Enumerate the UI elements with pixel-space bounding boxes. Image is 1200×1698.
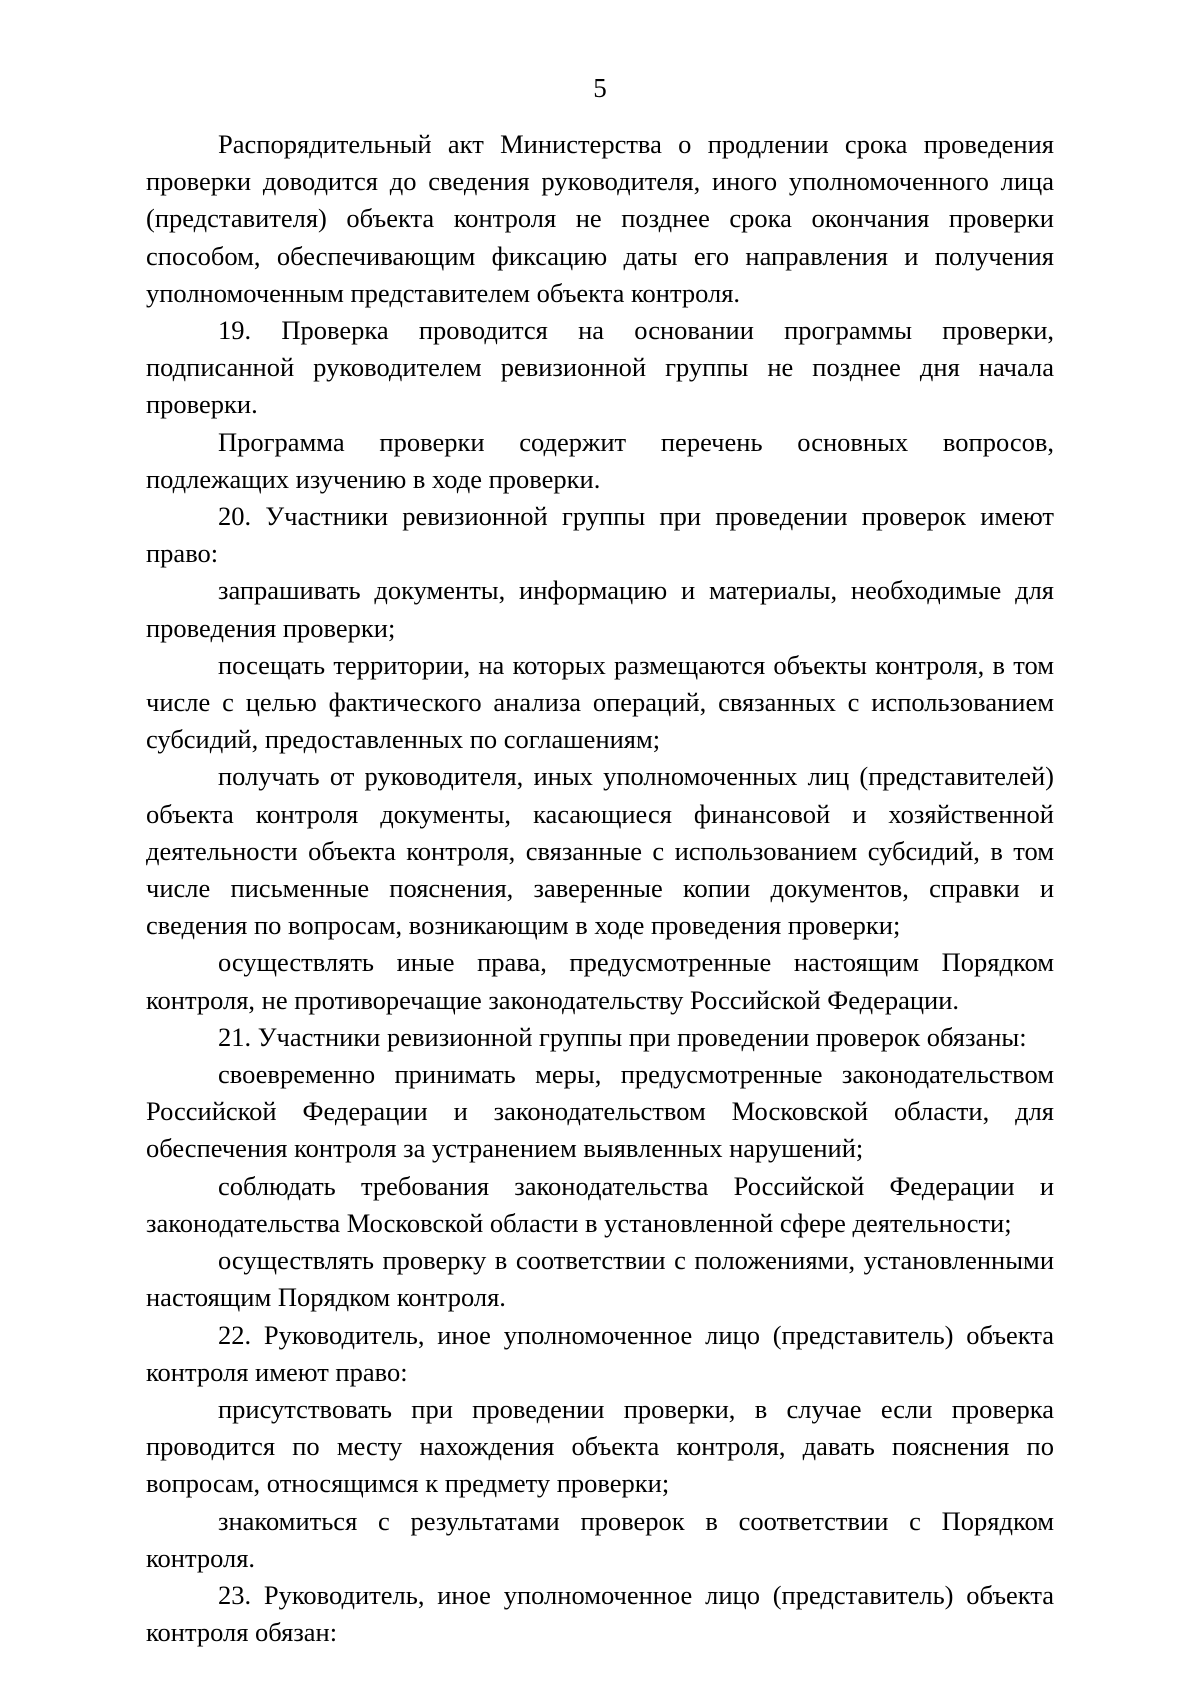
paragraph-19: 19. Проверка проводится на основании программы проверки, подписанной руководителем ревизионной группы не позднее дня начала проверки. <box>146 315 1054 420</box>
paragraph-20: 20. Участники ревизионной группы при проведении проверок имеют право: <box>146 501 1054 569</box>
paragraph-21-comply: соблюдать требования законодательства Российской Федерации и законодательства Московской области в установленной сфере деятельности; <box>146 1170 1054 1238</box>
paragraph-19-program: Программа проверки содержит перечень основных вопросов, подлежащих изучению в ходе проверки. <box>146 426 1054 494</box>
paragraph-20-receive-documents: получать от руководителя, иных уполномоченных лиц (представителей) объекта контроля документы, касающиеся финансовой и хозяйственной деятельности объекта контроля, связанные с использованием субсидий, в том числе письменные пояснения, заверенные копии документов, справки и сведения по вопросам, возникающим в ходе проведения проверки; <box>146 761 1054 941</box>
paragraph-extension-notice: Распорядительный акт Министерства о продлении срока проведения проверки доводится до сведения руководителя, иного уполномоченного лица (представителя) объекта контроля не позднее срока окончания проверки способом, обеспечивающим фиксацию даты его направления и получения уполномоченным представителем объекта контроля. <box>146 129 1054 308</box>
paragraph-22-review-results: знакомиться с результатами проверок в соответствии с Порядком контроля. <box>146 1505 1054 1573</box>
paragraph-22-attend: присутствовать при проведении проверки, в случае если проверка проводится по месту нахождения объекта контроля, давать пояснения по вопросам, относящимся к предмету проверки; <box>146 1393 1054 1499</box>
paragraph-20-other-rights: осуществлять иные права, предусмотренные настоящим Порядком контроля, не противоречащие законодательству Российской Федерации. <box>146 947 1054 1015</box>
page-number: 5 <box>593 73 607 103</box>
document-body <box>146 126 1054 1651</box>
paragraph-23: 23. Руководитель, иное уполномоченное лицо (представитель) объекта контроля обязан: <box>146 1579 1054 1648</box>
paragraph-20-request-documents: запрашивать документы, информацию и материалы, необходимые для проведения проверки; <box>146 575 1054 643</box>
paragraph-20-visit-territories: посещать территории, на которых размещаются объекты контроля, в том числе с целью фактического анализа операций, связанных с использованием субсидий, предоставленных по соглашениям; <box>146 649 1054 755</box>
paragraph-21: 21. Участники ревизионной группы при проведении проверок обязаны: <box>218 1021 1027 1052</box>
paragraph-22: 22. Руководитель, иное уполномоченное лицо (представитель) объекта контроля имеют право: <box>146 1319 1054 1387</box>
paragraph-21-take-measures: своевременно принимать меры, предусмотренные законодательством Российской Федерации и законодательством Московской области, для обеспечения контроля за устранением выявленных нарушений; <box>146 1059 1054 1164</box>
paragraph-21-perform-check: осуществлять проверку в соответствии с положениями, установленными настоящим Порядком контроля. <box>146 1245 1054 1313</box>
